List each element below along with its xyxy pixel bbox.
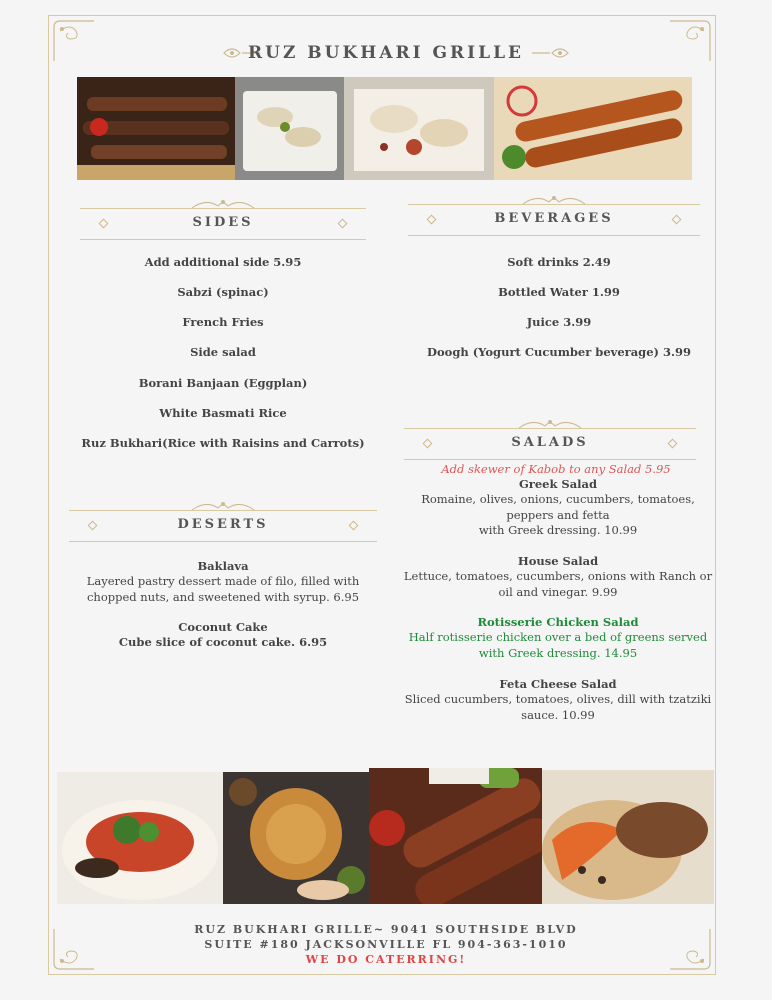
desert-name: Coconut Cake [178, 620, 268, 634]
footer-catering [0, 952, 772, 967]
desert-name: Baklava [197, 559, 249, 573]
salad-name: Feta Cheese Salad [499, 677, 617, 691]
sides-item: Sabzi (spinac) [177, 285, 269, 299]
catering-label: WE DO CATERRING! [305, 953, 467, 966]
beverages-item: Bottled Water 1.99 [498, 285, 620, 299]
mantu-photo [344, 77, 494, 180]
sides-heading: SIDES [192, 215, 254, 230]
desert-item [66, 620, 380, 650]
dumplings-photo [235, 77, 344, 180]
sides-item: Ruz Bukhari(Rice with Raisins and Carrots) [81, 436, 365, 450]
salad-desc: Romaine, olives, onions, cucumbers, tomatoes, peppers and fetta [421, 492, 695, 522]
page-title: RUZ BUKHARI GRILLE [248, 43, 524, 63]
borani-banjaan-photo [57, 772, 223, 904]
beverages-item: Juice 3.99 [526, 315, 592, 329]
sides-item: Add additional side 5.95 [144, 255, 302, 269]
footer-address-line1: RUZ BUKHARI GRILLE~ 9041 SOUTHSIDE BLVD [194, 923, 578, 936]
sides-item: French Fries [182, 315, 264, 329]
salad-item [400, 677, 716, 723]
desert-desc: Cube slice of coconut cake. 6.95 [118, 635, 328, 649]
rice-platter-photo [223, 772, 369, 904]
sides-item: White Basmati Rice [159, 406, 287, 420]
section-flourish-icon [515, 416, 585, 432]
section-flourish-icon [188, 498, 258, 514]
beverages-item: Doogh (Yogurt Cucumber beverage) 3.99 [427, 345, 691, 359]
kofta-kabob-photo [494, 77, 692, 180]
section-flourish-icon [188, 196, 258, 212]
sides-item: Borani Banjaan (Eggplan) [138, 376, 308, 390]
salad-desc: Sliced cucumbers, tomatoes, olives, dill with tzatziki sauce. 10.99 [404, 692, 712, 722]
desert-item [66, 559, 380, 605]
deserts-heading: DESERTS [177, 517, 269, 532]
salad-name: Rotisserie Chicken Salad [477, 615, 639, 629]
sides-section [80, 196, 366, 240]
salad-desc: Lettuce, tomatoes, cucumbers, onions with Ranch or oil and vinegar. 9.99 [403, 569, 713, 599]
section-flourish-icon [519, 192, 589, 208]
deserts-section [69, 498, 377, 542]
salad-item-special [400, 615, 716, 661]
salads-section [404, 416, 696, 460]
desert-desc: Layered pastry dessert made of filo, filled with chopped nuts, and sweetened with syrup. 6.95 [86, 574, 360, 604]
ruz-bukhari-photo [542, 770, 714, 904]
kabob-closeup-photo [369, 768, 542, 904]
sides-item: Side salad [190, 345, 256, 359]
salad-item [400, 477, 716, 539]
beverages-item: Soft drinks 2.49 [507, 255, 611, 269]
footer-address-line2: SUITE #180 JACKSONVILLE FL 904-363-1010 [204, 938, 568, 951]
salad-name: House Salad [517, 554, 599, 568]
salads-heading: SALADS [511, 435, 589, 450]
beverages-section [408, 192, 700, 236]
kabob-skewers-photo [77, 77, 235, 180]
salad-desc: with Greek dressing. 10.99 [478, 523, 638, 537]
title-flourish-icon [530, 44, 570, 62]
salad-item [400, 554, 716, 600]
salad-name: Greek Salad [518, 477, 598, 491]
salad-desc: Half rotisserie chicken over a bed of greens served with Greek dressing. 14.95 [408, 630, 708, 660]
beverages-heading: BEVERAGES [494, 211, 614, 226]
salads-note: Add skewer of Kabob to any Salad 5.95 [441, 462, 671, 476]
